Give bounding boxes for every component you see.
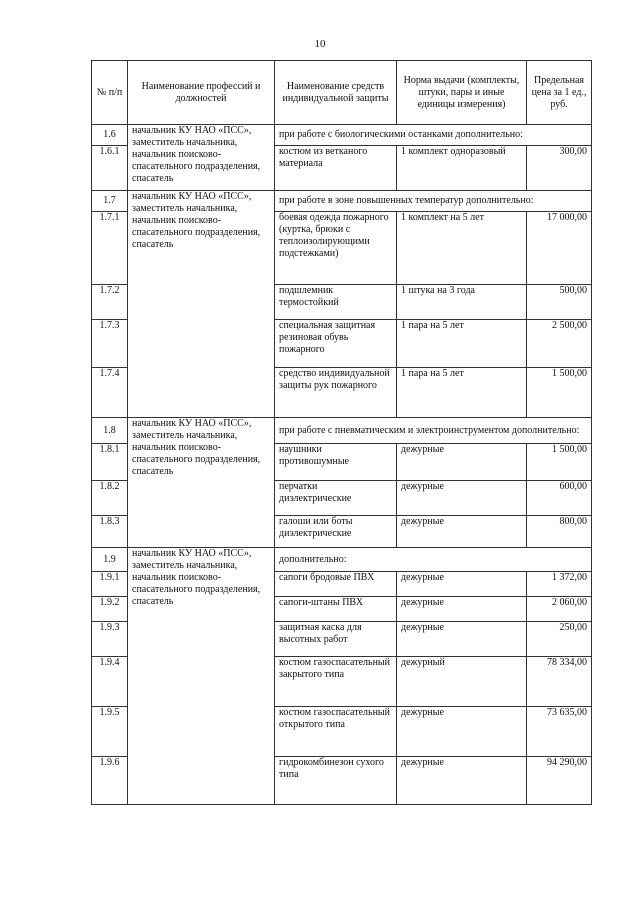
ppe-name: средство индивидуальной защиты рук пожарного	[275, 368, 397, 418]
header-norm: Норма выдачи (комплекты, штуки, пары и иные единицы измерения)	[397, 61, 527, 125]
ppe-name: сапоги бродовые ПВХ	[275, 572, 397, 597]
max-price: 600,00	[527, 481, 592, 516]
header-price: Предельная цена за 1 ед., руб.	[527, 61, 592, 125]
item-number: 1.7.3	[92, 320, 128, 368]
item-number: 1.8.3	[92, 516, 128, 548]
ppe-name: специальная защитная резиновая обувь пожарного	[275, 320, 397, 368]
table-body	[92, 125, 592, 805]
header-ppe: Наименование средств индивидуальной защиты	[275, 61, 397, 125]
max-price: 2 060,00	[527, 597, 592, 622]
group-row	[92, 125, 592, 146]
issue-norm: 1 штука на 3 года	[397, 285, 527, 320]
ppe-name: галоши или боты диэлектрические	[275, 516, 397, 548]
max-price: 300,00	[527, 146, 592, 191]
issue-norm: 1 комплект одноразовый	[397, 146, 527, 191]
ppe-name: костюм газоспасательный открытого типа	[275, 707, 397, 757]
issue-norm: дежурные	[397, 597, 527, 622]
page-number: 10	[314, 38, 326, 50]
group-number: 1.9	[92, 548, 128, 572]
item-number: 1.9.2	[92, 597, 128, 622]
max-price: 250,00	[527, 622, 592, 657]
item-number: 1.9.4	[92, 657, 128, 707]
ppe-name: боевая одежда пожарного (куртка, брюки с теплоизолирующими подстежками)	[275, 212, 397, 285]
profession-cell: начальник КУ НАО «ПСС», заместитель начальника, начальник поисково-спасательного подразделения, спасатель	[128, 418, 275, 548]
group-number: 1.8	[92, 418, 128, 444]
ppe-name: костюм газоспасательный закрытого типа	[275, 657, 397, 707]
item-number: 1.7.2	[92, 285, 128, 320]
group-row	[92, 191, 592, 212]
max-price: 73 635,00	[527, 707, 592, 757]
ppe-name: перчатки диэлектрические	[275, 481, 397, 516]
max-price: 1 500,00	[527, 368, 592, 418]
ppe-name: защитная каска для высотных работ	[275, 622, 397, 657]
ppe-name: костюм из ветканого материала	[275, 146, 397, 191]
condition-cell: при работе с пневматическим и электроинструментом дополнительно:	[275, 418, 592, 444]
table-header-row	[92, 61, 592, 125]
max-price: 94 290,00	[527, 757, 592, 805]
condition-cell: при работе в зоне повышенных температур дополнительно:	[275, 191, 592, 212]
profession-cell: начальник КУ НАО «ПСС», заместитель начальника, начальник поисково-спасательного подразделения, спасатель	[128, 548, 275, 805]
item-number: 1.8.1	[92, 444, 128, 481]
ppe-name: подшлемник термостойкий	[275, 285, 397, 320]
group-number: 1.7	[92, 191, 128, 212]
issue-norm: дежурные	[397, 516, 527, 548]
item-number: 1.9.6	[92, 757, 128, 805]
item-number: 1.7.4	[92, 368, 128, 418]
max-price: 17 000,00	[527, 212, 592, 285]
max-price: 1 500,00	[527, 444, 592, 481]
header-num: № п/п	[92, 61, 128, 125]
item-number: 1.8.2	[92, 481, 128, 516]
issue-norm: дежурные	[397, 757, 527, 805]
condition-cell: дополнительно:	[275, 548, 592, 572]
issue-norm: 1 пара на 5 лет	[397, 368, 527, 418]
item-number: 1.9.3	[92, 622, 128, 657]
issue-norm: дежурные	[397, 481, 527, 516]
max-price: 500,00	[527, 285, 592, 320]
ppe-name: гидрокомбинезон сухого типа	[275, 757, 397, 805]
item-number: 1.7.1	[92, 212, 128, 285]
item-number: 1.9.1	[92, 572, 128, 597]
issue-norm: дежурный	[397, 657, 527, 707]
issue-norm: 1 комплект на 5 лет	[397, 212, 527, 285]
max-price: 800,00	[527, 516, 592, 548]
max-price: 1 372,00	[527, 572, 592, 597]
ppe-norms-table	[91, 60, 592, 805]
profession-cell: начальник КУ НАО «ПСС», заместитель начальника, начальник поисково-спасательного подразделения, спасатель	[128, 191, 275, 418]
max-price: 78 334,00	[527, 657, 592, 707]
issue-norm: 1 пара на 5 лет	[397, 320, 527, 368]
group-row	[92, 548, 592, 572]
item-number: 1.9.5	[92, 707, 128, 757]
max-price: 2 500,00	[527, 320, 592, 368]
issue-norm: дежурные	[397, 622, 527, 657]
condition-cell: при работе с биологическими останками дополнительно:	[275, 125, 592, 146]
header-profession: Наименование профессий и должностей	[128, 61, 275, 125]
issue-norm: дежурные	[397, 444, 527, 481]
ppe-name: сапоги-штаны ПВХ	[275, 597, 397, 622]
profession-cell: начальник КУ НАО «ПСС», заместитель начальника, начальник поисково-спасательного подразделения, спасатель	[128, 125, 275, 191]
issue-norm: дежурные	[397, 572, 527, 597]
issue-norm: дежурные	[397, 707, 527, 757]
ppe-name: наушники противошумные	[275, 444, 397, 481]
group-number: 1.6	[92, 125, 128, 146]
group-row	[92, 418, 592, 444]
item-number: 1.6.1	[92, 146, 128, 191]
